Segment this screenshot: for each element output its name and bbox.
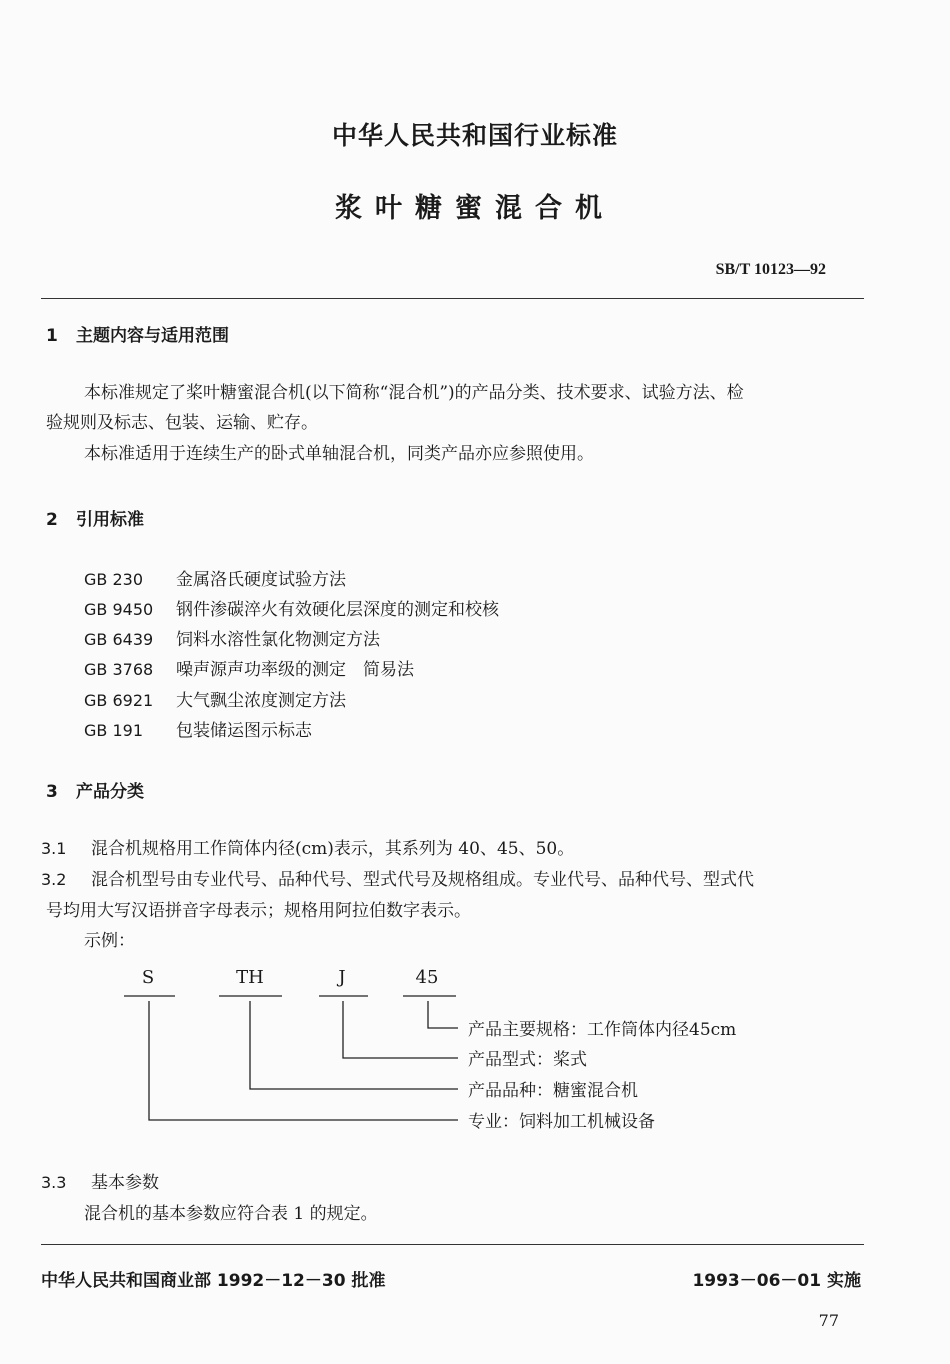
reference-item: GB 6439 饲料水溶性氯化物测定方法 <box>84 630 380 650</box>
clause-3-3-text: 混合机的基本参数应符合表 1 的规定。 <box>84 1204 378 1224</box>
section-1-para-1-line-2: 验规则及标志、包装、运输、贮存。 <box>46 413 318 433</box>
label-product-variety: 产品品种：糖蜜混合机 <box>468 1081 638 1101</box>
section-1-heading <box>46 321 229 346</box>
reference-item: GB 191 包装储运图示标志 <box>84 721 312 741</box>
code-spec: 45 <box>415 967 439 988</box>
section-3-title: 产品分类 <box>76 782 144 802</box>
clause-3-1: 3.1 混合机规格用工作筒体内径(cm)表示，其系列为 40、45、50。 <box>41 839 575 859</box>
clause-3-2-line-2: 号均用大写汉语拼音字母表示；规格用阿拉伯数字表示。 <box>46 901 471 921</box>
approval-line: 中华人民共和国商业部 1992－12－30 批准 <box>41 1271 386 1291</box>
example-label: 示例： <box>84 931 135 951</box>
code-specialty: S <box>141 967 155 988</box>
header-rule <box>41 298 864 299</box>
code-type: J <box>338 967 346 988</box>
section-1-para-2: 本标准适用于连续生产的卧式单轴混合机，同类产品亦应参照使用。 <box>84 444 594 464</box>
section-1-para-1-line-1: 本标准规定了桨叶糖蜜混合机(以下简称“混合机”)的产品分类、技术要求、试验方法、检 <box>84 383 744 403</box>
diagram-connectors <box>124 996 458 1120</box>
label-specialty: 专业：饲料加工机械设备 <box>468 1112 655 1132</box>
section-2-heading <box>46 505 144 530</box>
clause-3-3: 3.3 基本参数 <box>41 1173 159 1193</box>
code-variety: TH <box>236 967 264 988</box>
standard-code: SB/T 10123—92 <box>715 261 826 278</box>
section-2-number: 2 <box>46 510 58 530</box>
issuing-authority: 中华人民共和国行业标准 <box>331 121 618 150</box>
section-3-heading <box>46 777 144 802</box>
effective-date: 1993－06－01 实施 <box>692 1271 861 1291</box>
page-number: 77 <box>818 1311 839 1330</box>
section-1-number: 1 <box>46 326 58 346</box>
section-1-title: 主题内容与适用范围 <box>76 326 229 346</box>
section-3-number: 3 <box>46 782 58 802</box>
reference-item: GB 9450 钢件渗碳淬火有效硬化层深度的测定和校核 <box>84 600 499 620</box>
clause-3-2-line-1: 3.2 混合机型号由专业代号、品种代号、型式代号及规格组成。专业代号、品种代号、型式代 <box>41 870 754 890</box>
model-code-diagram <box>0 955 950 1140</box>
section-2-title: 引用标准 <box>76 510 144 530</box>
reference-item: GB 3768 噪声源声功率级的测定 简易法 <box>84 660 414 680</box>
label-main-spec: 产品主要规格：工作筒体内径45cm <box>468 1020 737 1040</box>
reference-item: GB 6921 大气飘尘浓度测定方法 <box>84 691 346 711</box>
label-product-type: 产品型式：桨式 <box>468 1050 587 1070</box>
reference-item: GB 230 金属洛氏硬度试验方法 <box>84 570 346 590</box>
footer-rule <box>41 1244 864 1245</box>
document-title: 浆叶糖蜜混合机 <box>335 193 615 224</box>
